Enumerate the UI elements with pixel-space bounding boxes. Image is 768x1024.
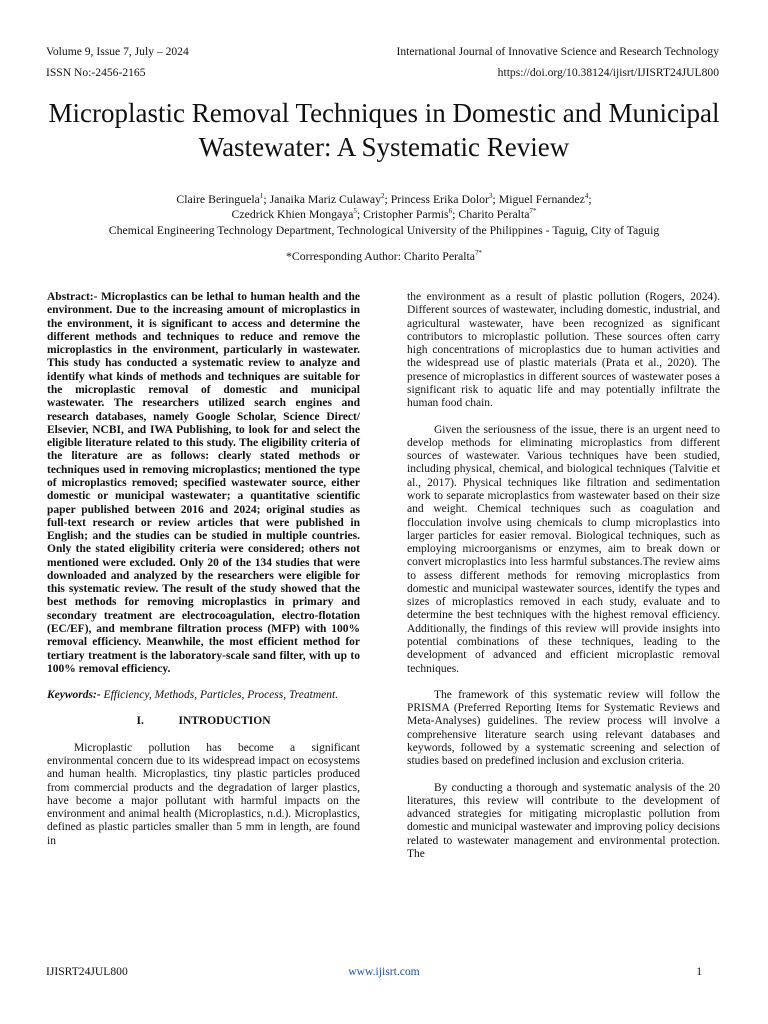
author-block — [40, 192, 728, 238]
author-name: Miguel Fernandez — [498, 192, 585, 206]
right-column — [407, 291, 720, 861]
author-sup: 1 — [259, 192, 264, 201]
author-sup: 3 — [489, 192, 493, 201]
author-sup: 6 — [448, 207, 453, 216]
keywords-text: Efficiency, Methods, Particles, Process, Treatment. — [100, 689, 339, 702]
author-name: Claire Beringuela — [176, 192, 260, 206]
section-number: I. — [136, 715, 144, 728]
author-sep: ; — [452, 207, 459, 222]
corresponding-sup: 7* — [475, 249, 483, 258]
author-sup: 2 — [380, 192, 385, 201]
author-sup: 5 — [353, 207, 357, 216]
body-paragraph: The framework of this systematic review will follow the PRISMA (Preferred Reporting Items for Systematic Reviews and Meta-Analyses) guidelines. The review process will involve a comprehensive literature search using relevant databases and keywords, followed by a systematic screening and selection of studies based on predefined inclusion and exclusion criteria. — [407, 688, 720, 768]
footer-code: IJISRT24JUL800 — [46, 965, 128, 978]
author-sep: ; — [492, 192, 499, 206]
author-line-1 — [40, 192, 728, 207]
journal-name: International Journal of Innovative Science and Research Technology — [396, 45, 719, 58]
author-sep: ; — [263, 192, 270, 206]
page-number: 1 — [696, 965, 702, 978]
footer-site-link[interactable]: www.ijisrt.com — [348, 965, 420, 978]
issn: ISSN No:-2456-2165 — [46, 66, 146, 79]
paper-title: Microplastic Removal Techniques in Domestic and Municipal Wastewater: A Systematic Review — [48, 98, 720, 162]
author-sep: ; — [384, 192, 391, 206]
author-line-2 — [40, 207, 728, 222]
body-paragraph: Given the seriousness of the issue, there is an urgent need to develop methods for eliminating microplastics from different sources of wastewater. Various techniques have been studied, including physical, chemical, and biological techniques (Talvitie et al., 2017). Physical techniques like filtration and sedimentation work to separate microplastics from wastewater based on their size and weight. Chemical techniques such as coagulation and flocculation involve using chemicals to clump microplastics into larger particles for easier removal. Biological techniques, such as employing microorganisms or enzymes, aim to break down or convert microplastics into less harmful substances.The review aims to assess different methods for removing microplastics from domestic and municipal wastewater sources, identify the types and sizes of microplastics removed in each study, evaluate and to determine the best techniques with the highest removal efficiency. Additionally, the findings of this review will provide insights into potential combinations of these techniques, leading to the development of advanced and efficient microplastic removal techniques. — [407, 423, 720, 675]
author-name: Charito Peralta — [458, 207, 530, 222]
corresponding-text: *Corresponding Author: Charito Peralta — [285, 249, 476, 263]
author-sup: 7* — [529, 207, 537, 216]
author-sup: 4 — [584, 192, 589, 201]
left-column — [47, 291, 360, 848]
volume-info: Volume 9, Issue 7, July – 2024 — [46, 45, 189, 58]
abstract: Abstract:- Microplastics can be lethal to human health and the environment. Due to the increasing amount of microplastics in the environment, it is significant to access and determine the different methods and techniques to reduce and remove the microplastics in the environment, particularly in wastewater. This study has conducted a systematic review to analyze and identify what kinds of methods and techniques are suitable for the microplastic removal of domestic and municipal wastewater. The researchers utilized search engines and research databases, namely Google Scholar, Science Direct/ Elsevier, NCBI, and IWA Publishing, to look for and select the eligible literature related to this study. The eligibility criteria of the literature are as follows: clearly stated methods or techniques used in removing microplastics; mentioned the type of microplastics removed; specified wastewater source, either domestic or municipal wastewater; a quantitative scientific paper published between 2016 and 2024; original studies as full-text research or review articles that were published in English; and the studies can be studied in multiple countries. Only the stated eligibility criteria were considered; others not mentioned were excluded. Only 20 of the 134 studies that were downloaded and analyzed by the researchers were eligible for this systematic review. The result of the study showed that the best methods for removing microplastics in primary and secondary treatment are electrocoagulation, electro-flotation (EC/EF), and membrane filtration process (MFP) with 100% removal efficiency. Meanwhile, the most efficient method for tertiary treatment is the laboratory-scale sand filter, with up to 100% removal efficiency. — [47, 291, 360, 675]
affiliation: Chemical Engineering Technology Department, Technological University of the Philippines - Taguig, City of Taguig — [108, 222, 660, 237]
corresponding-author — [40, 249, 728, 264]
keywords — [47, 689, 360, 702]
author-name: Janaika Mariz Culaway — [269, 192, 381, 206]
body-paragraph: By conducting a thorough and systematic analysis of the 20 literatures, this review will contribute to the development of advanced strategies for mitigating microplastic pollution from domestic and municipal wastewater and improving policy decisions related to wastewater management and environmental protection. The — [407, 781, 720, 860]
author-name: Czedrick Khien Mongaya — [231, 207, 354, 222]
keywords-label: Keywords:- — [47, 689, 101, 702]
doi-link[interactable]: https://doi.org/10.38124/ijisrt/IJISRT24JUL800 — [497, 66, 719, 79]
author-name: Cristopher Parmis — [363, 207, 449, 222]
section-heading — [47, 715, 360, 728]
section-title: INTRODUCTION — [178, 715, 271, 728]
intro-paragraph: Microplastic pollution has become a significant environmental concern due to its widespread impact on ecosystems and human health. Microplastics, tiny plastic particles produced from commercial products and the degradation of larger plastics, have become a major pollutant with harmful impacts on the environment and animal health (Microplastics, n.d.). Microplastics, defined as plastic particles smaller than 5 mm in length, are found in — [47, 741, 360, 847]
author-name: Princess Erika Dolor — [390, 192, 489, 206]
author-sep: ; — [356, 207, 364, 222]
body-paragraph: the environment as a result of plastic pollution (Rogers, 2024). Different sources of wastewater, including domestic, industrial, and agricultural wastewater, have been recognized as significant contributors to microplastic pollution. These sources often carry high concentrations of microplastics due to human activities and the widespread use of plastic materials (Prata et al., 2020). The presence of microplastics in different sources of wastewater poses a significant risk to aquatic life and may potentially infiltrate the human food chain. — [407, 291, 720, 410]
author-sep: ; — [588, 192, 592, 206]
